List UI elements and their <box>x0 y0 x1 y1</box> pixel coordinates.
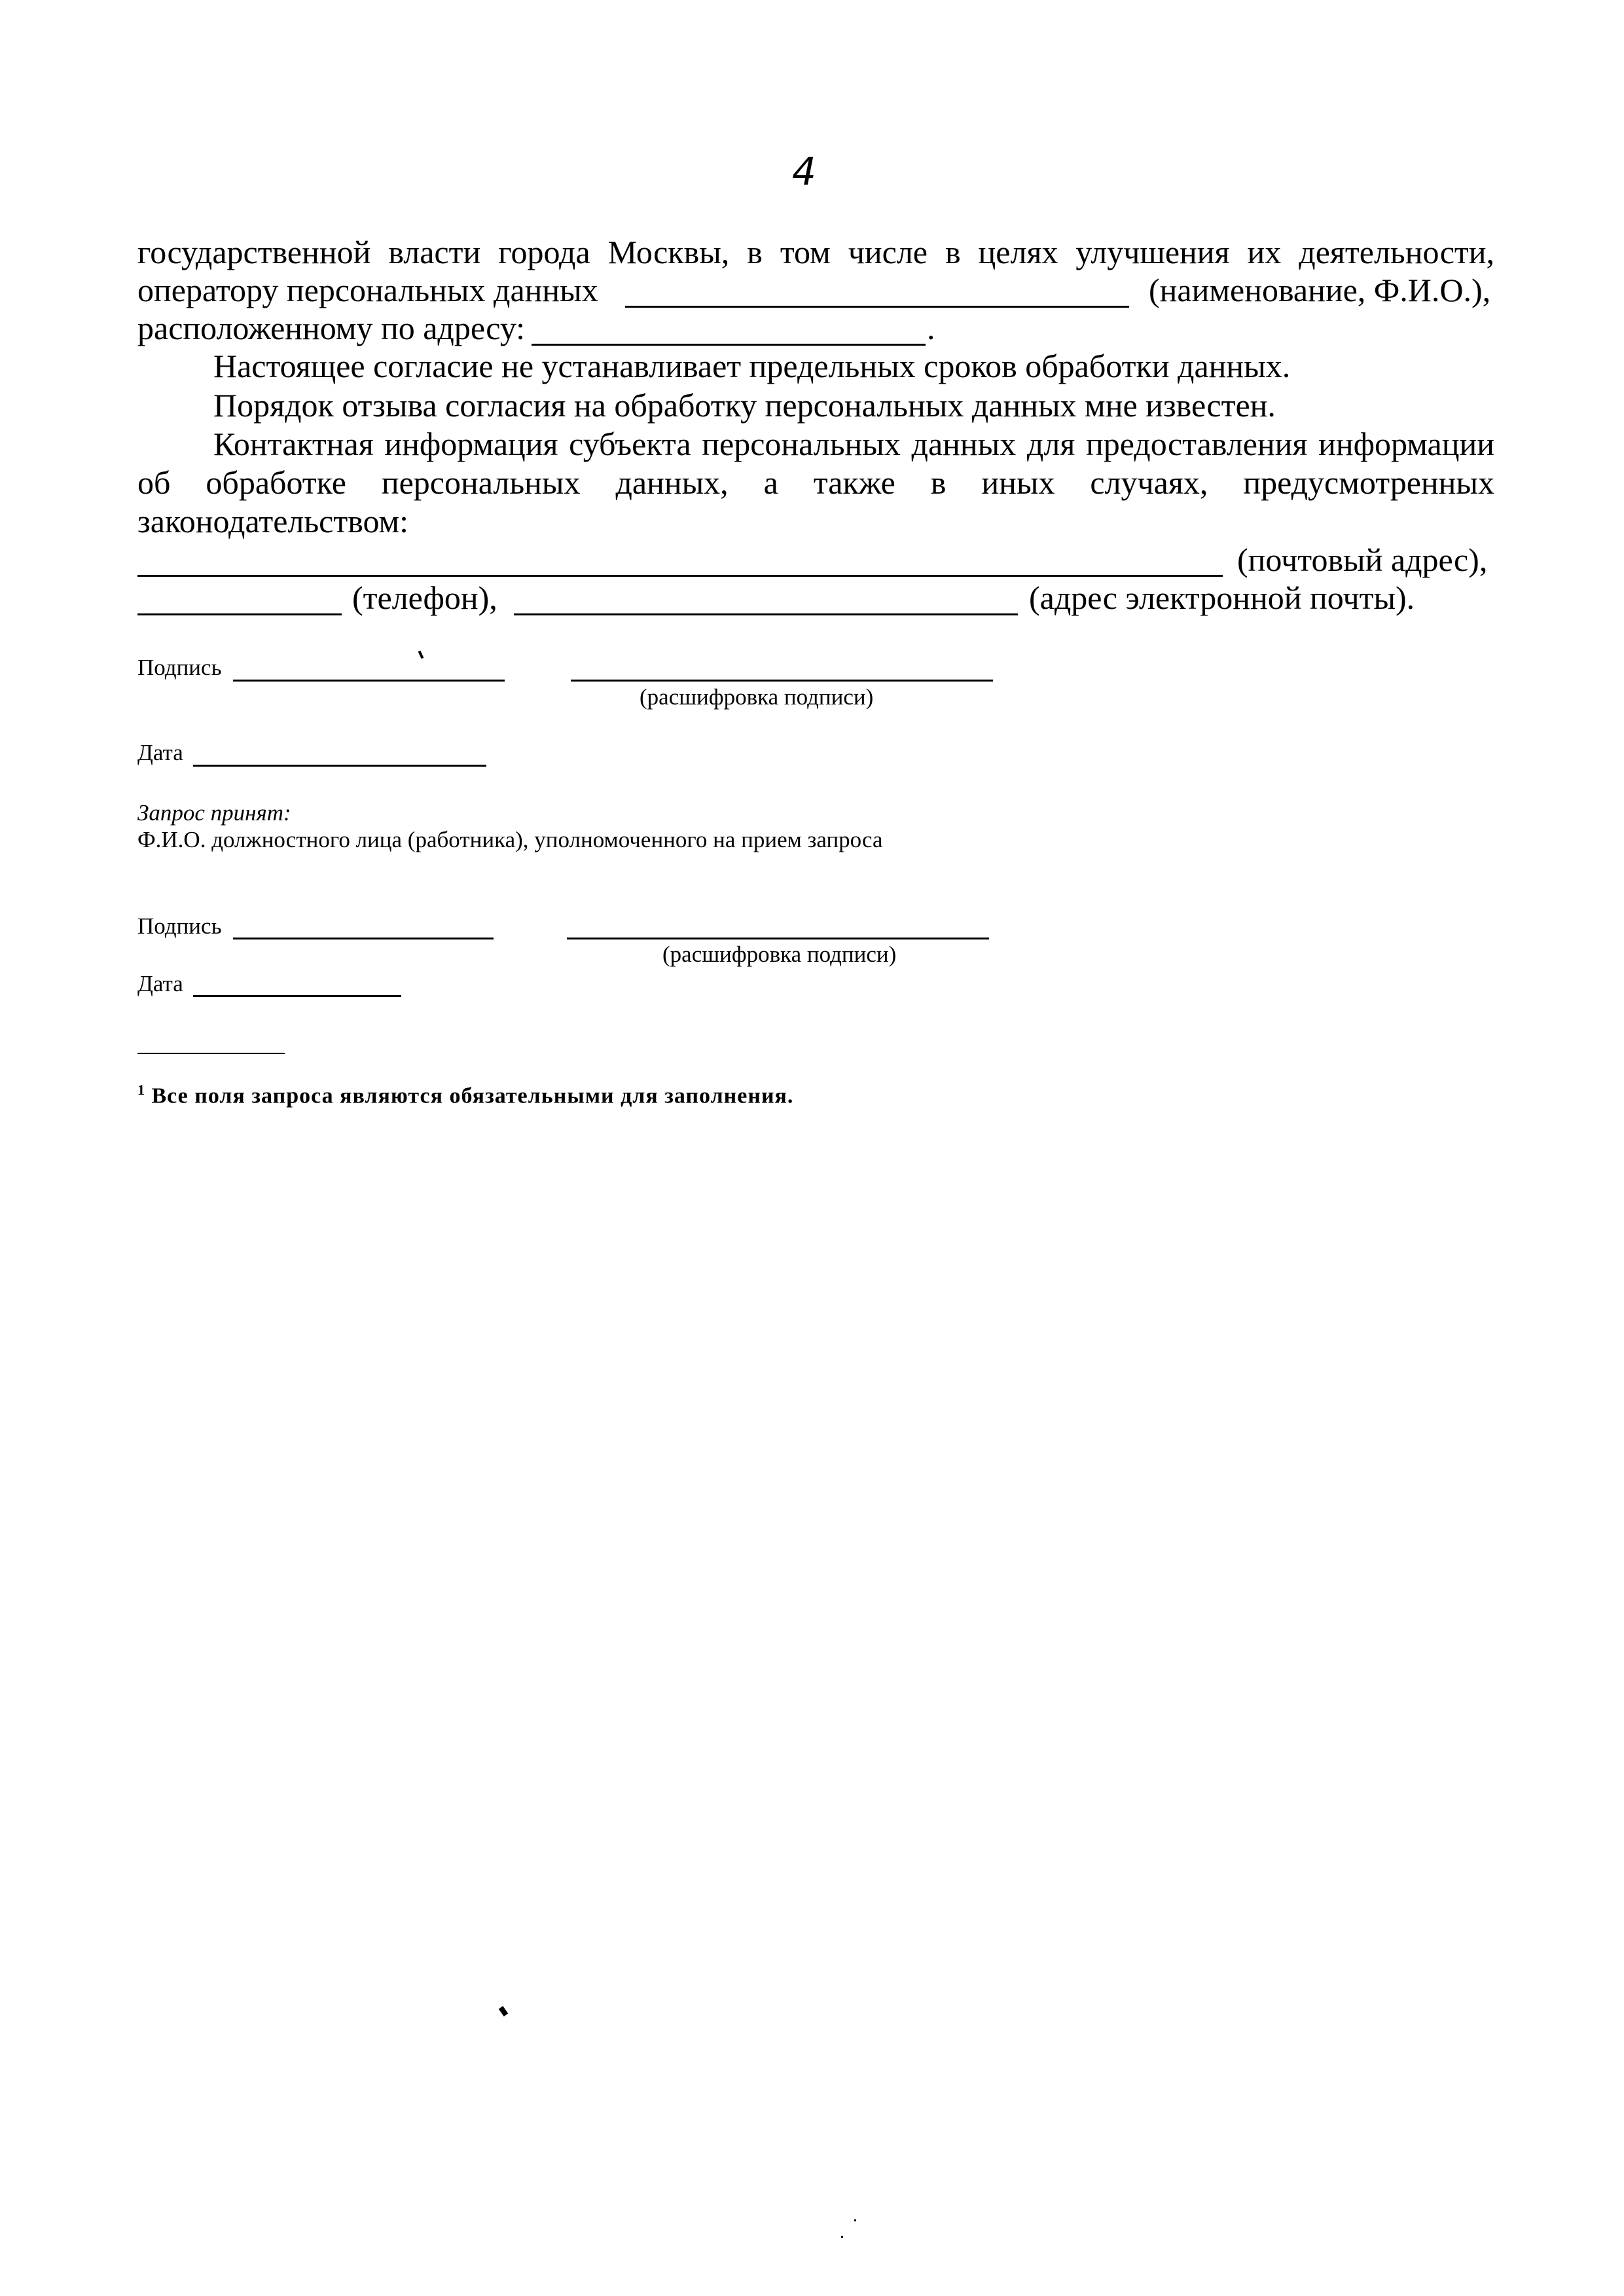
signature-decode-field-2[interactable] <box>567 938 989 939</box>
scan-dot <box>854 2219 856 2221</box>
address-end: . <box>927 310 935 346</box>
revoke-paragraph: Порядок отзыва согласия на обработку персональных данных мне известен. <box>213 387 1276 424</box>
stray-mark <box>418 651 424 659</box>
footnote-marker: 1 <box>137 1082 145 1098</box>
email-field[interactable] <box>514 613 1018 615</box>
signature-label-1: Подпись <box>137 655 222 680</box>
scan-dot <box>499 2006 509 2016</box>
footnote-separator <box>137 1053 285 1054</box>
signature-decode-label-2: (расшифровка подписи) <box>662 941 897 967</box>
date-field-1[interactable] <box>193 765 486 767</box>
postal-address-field[interactable] <box>137 575 1223 577</box>
body-line-1: государственной власти города Москвы, в том числе в целях улучшения их деятельности, <box>137 234 1494 270</box>
operator-address-field[interactable] <box>532 344 926 346</box>
postal-address-label: (почтовый адрес), <box>1237 541 1488 578</box>
operator-label: оператору персональных данных <box>137 272 598 308</box>
terms-paragraph: Настоящее согласие не устанавливает предельных сроков обработки данных. <box>213 348 1291 384</box>
date-label-2: Дата <box>137 971 183 996</box>
signature-field-1[interactable] <box>233 680 505 682</box>
operator-name-field[interactable] <box>625 306 1129 308</box>
phone-label: (телефон), <box>352 579 497 616</box>
contact-line-1: Контактная информация субъекта персональных данных для предоставления информации <box>213 426 1494 462</box>
signature-decode-label-1: (расшифровка подписи) <box>640 684 874 710</box>
signature-label-2: Подпись <box>137 913 222 939</box>
request-accepted-label: Запрос принят: <box>137 800 291 826</box>
operator-hint: (наименование, Ф.И.О.), <box>1149 272 1491 308</box>
page-number: 4 <box>792 149 816 194</box>
email-label: (адрес электронной почты). <box>1029 579 1415 616</box>
signature-decode-field-1[interactable] <box>571 680 993 682</box>
address-label: расположенному по адресу: <box>137 310 526 346</box>
signature-field-2[interactable] <box>233 938 494 939</box>
contact-line-2: об обработке персональных данных, а также в иных случаях, предусмотренных <box>137 464 1494 501</box>
official-name-label: Ф.И.О. должностного лица (работника), уполномоченного на прием запроса <box>137 827 883 852</box>
footnote <box>137 1082 793 1108</box>
phone-field[interactable] <box>137 613 342 615</box>
date-field-2[interactable] <box>193 995 401 997</box>
contact-line-3: законодательством: <box>137 503 409 539</box>
date-label-1: Дата <box>137 740 183 765</box>
body-line-2 <box>137 271 598 309</box>
footnote-text: Все поля запроса являются обязательными для заполнения. <box>151 1084 794 1108</box>
scan-dot <box>841 2236 843 2238</box>
